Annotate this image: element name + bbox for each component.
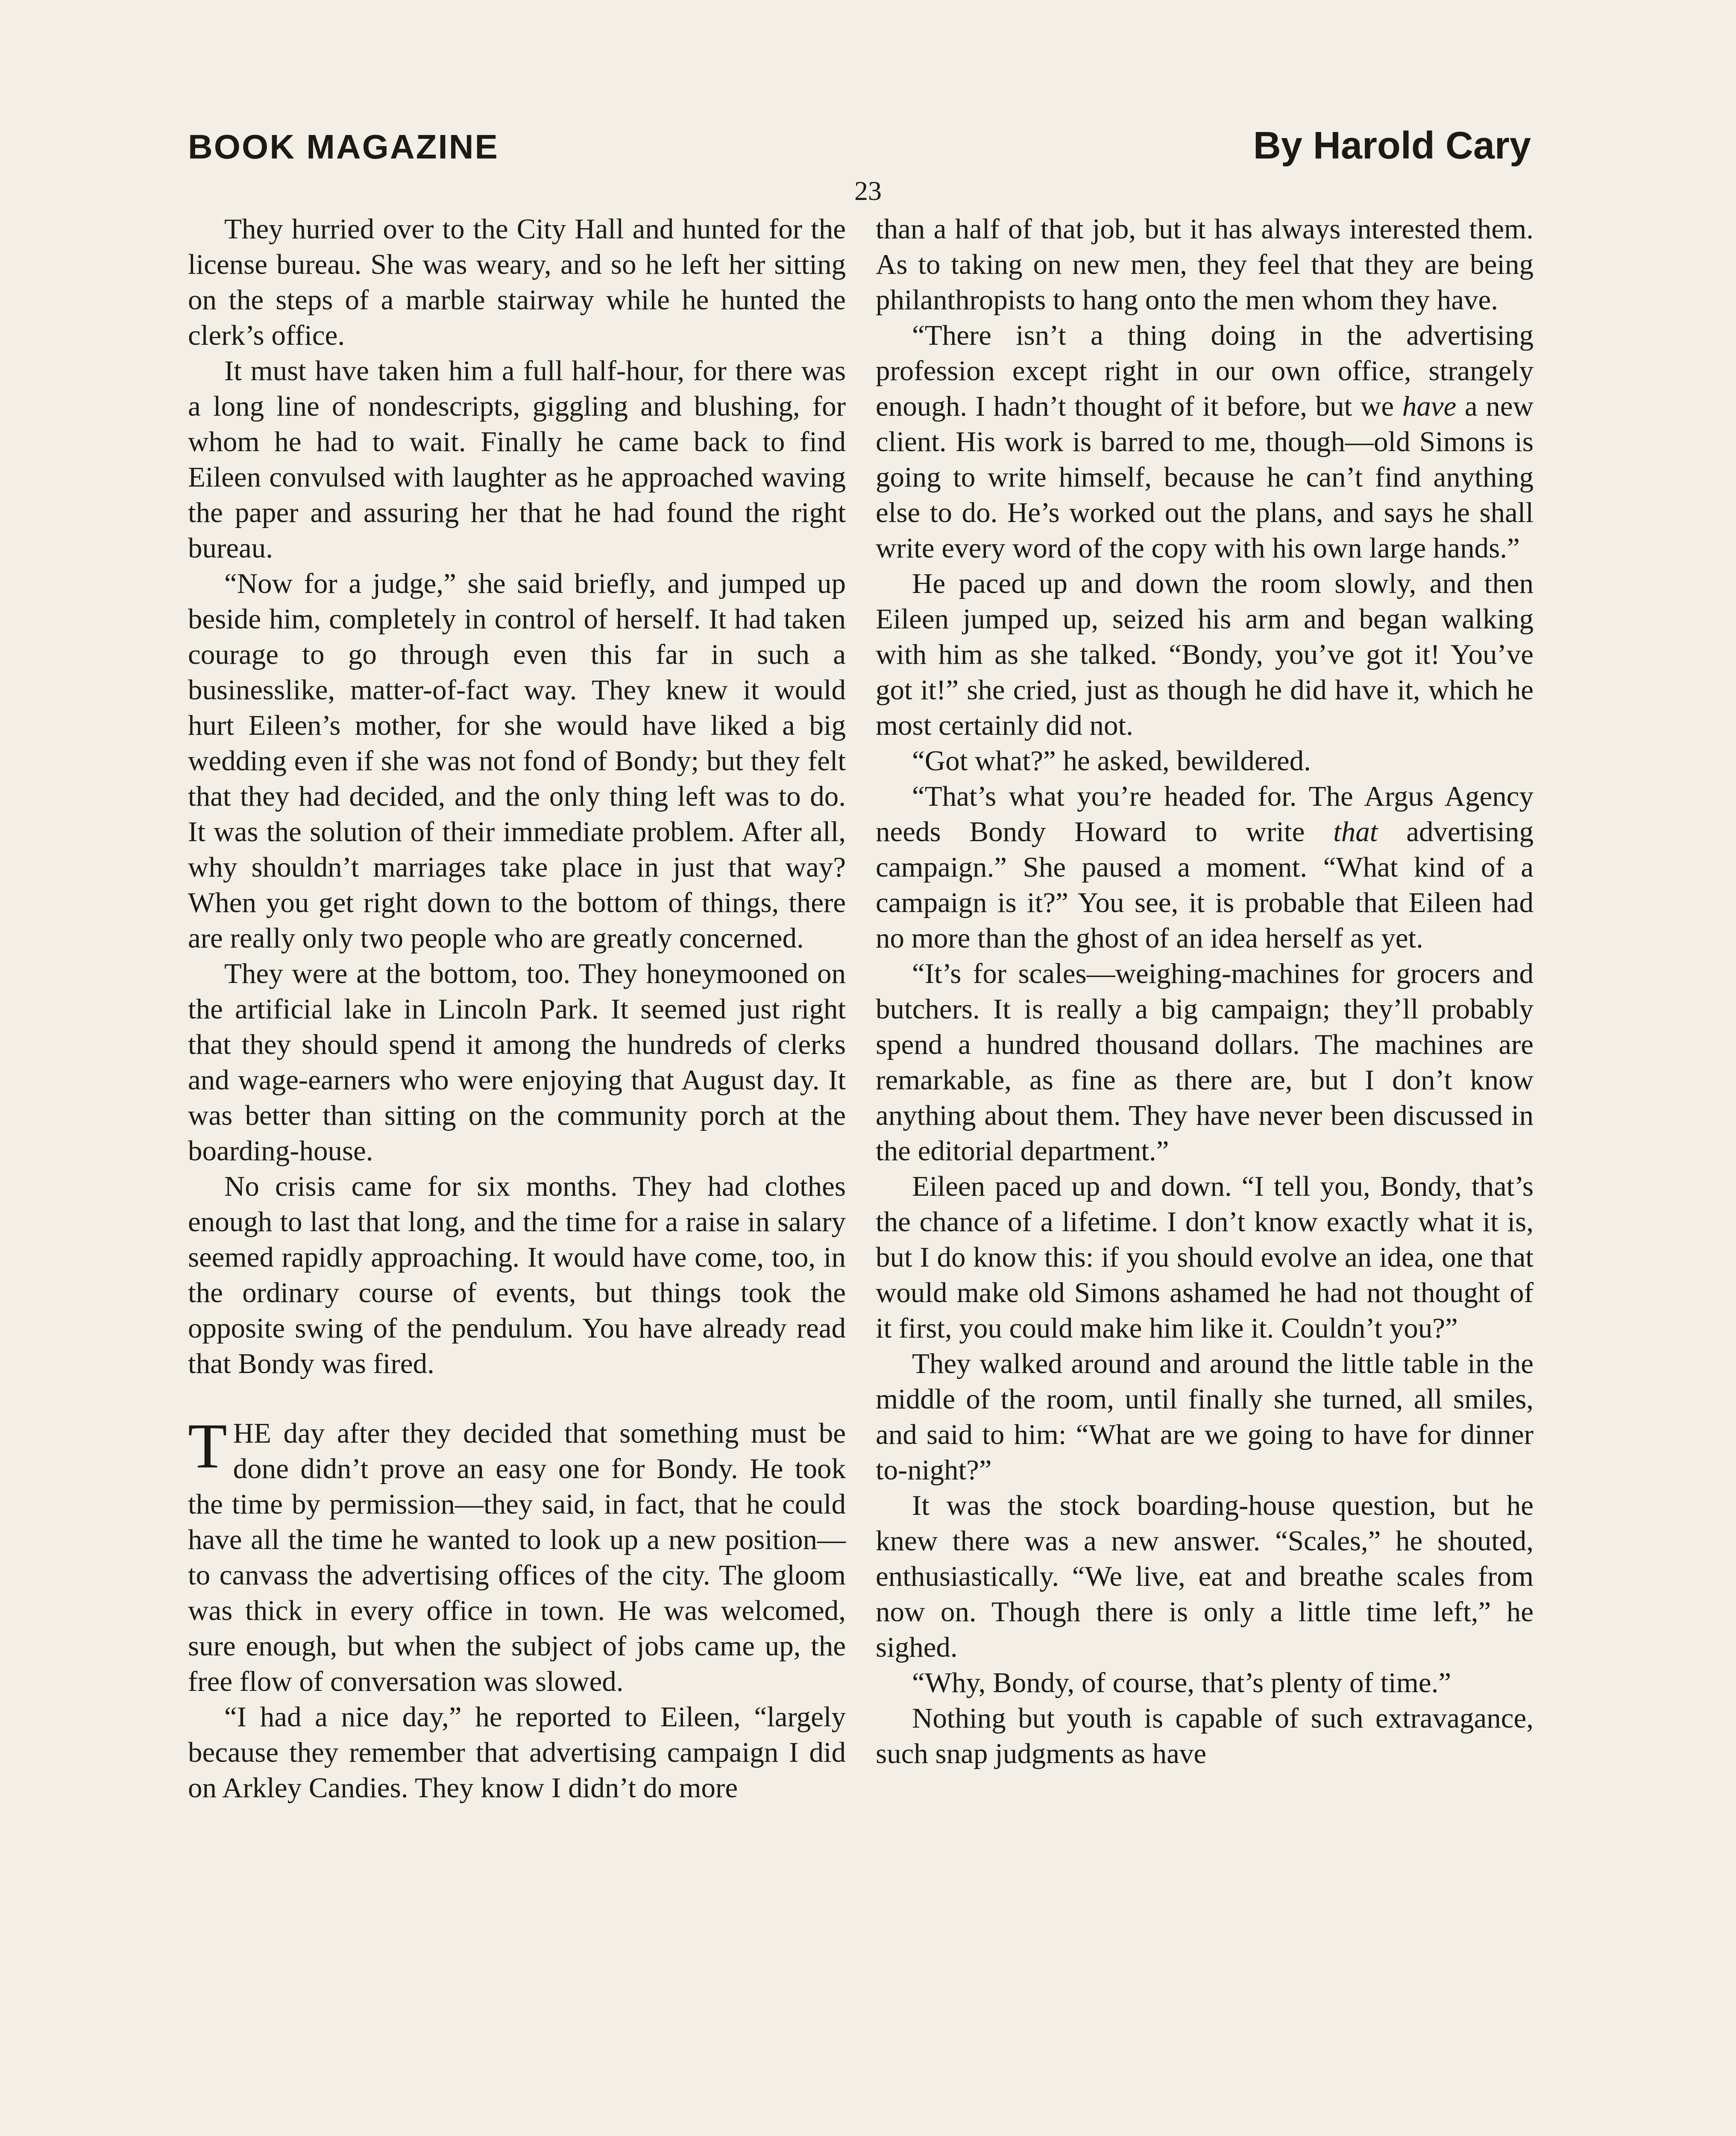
paragraph: Nothing but youth is capable of such extravagance, such snap judgments as have (876, 1702, 1534, 1769)
drop-cap: T (188, 1411, 227, 1482)
section-opening-paragraph (188, 1411, 846, 1699)
paragraph: “It’s for scales—weighing-machines for grocers and butchers. It is really a big campaign; they’ll probably spend a hundred thousand dollars. The machines are remarkable, as fine as there are, but I don’t know anything about them. They have never been discussed in the editorial department.” (876, 958, 1534, 1167)
paragraph: They walked around and around the little table in the middle of the room, until finally she turned, all smiles, and said to him: “What are we going to have for dinner to-night?” (876, 1348, 1534, 1486)
paragraph: They were at the bottom, too. They honeymooned on the artificial lake in Lincoln Park. It seemed just right that they should spend it among the hundreds of clerks and wage-earners who were enjoying that August day. It was better than sitting on the community porch at the boarding-house. (188, 958, 846, 1167)
italic-word: that (1333, 816, 1378, 848)
paragraph: They hurried over to the City Hall and hunted for the license bureau. She was weary, and so he left her sitting on the steps of a marble stairway while he hunted the clerk’s office. (188, 213, 846, 351)
paragraph: “I had a nice day,” he reported to Eileen, “largely because they remember that advertising campaign I did on Arkley Candies. They know I didn’t do more (188, 1701, 846, 1804)
page-number: 23 (854, 176, 882, 206)
text-run: a new client. His work is barred to me, though—old Simons is going to write himself, because he can’t find anything else to do. He’s worked out the plans, and says he shall write every word of the copy with his own large hands.” (876, 390, 1534, 564)
paragraph: “Now for a judge,” she said briefly, and jumped up beside him, completely in control of herself. It had taken courage to go through even this far in such a businesslike, matter-of-fact way. They knew it would hurt Eileen’s mother, for she would have liked a big wedding even if she was not fond of Bondy; but they felt that they had decided, and the only thing left was to do. It was the solution of their immediate problem. After all, why shouldn’t marriages take place in just that way? When you get right down to the bottom of things, there are really only two people who are greatly concerned. (188, 568, 846, 954)
text-run: advertising campaign.” She paused a moment. “What kind of a campaign is it?” You see, it is probable that Eileen had no more than the ghost of an idea herself as yet. (876, 816, 1534, 954)
text-columns (188, 211, 1534, 2136)
author-byline: By Harold Cary (1253, 124, 1531, 167)
section-opening-text: HE day after they decided that something must be done didn’t prove an easy one for Bondy. He took the time by permission—they said, in fact, that he could have all the time he wanted to look up a new position—to canvass the advertising offices of the city. The gloom was thick in every office in town. He was welcomed, sure enough, but when the subject of jobs came up, the free flow of conversation was slowed. (188, 1417, 846, 1697)
paragraph (876, 779, 1534, 956)
paragraph: “Got what?” he asked, bewildered. (912, 745, 1311, 777)
continued-paragraph: than a half of that job, but it has always interested them. As to taking on new men, they feel that they are being philanthropists to hang onto the men whom they have. (876, 213, 1534, 316)
italic-word: have (1402, 390, 1457, 422)
paragraph: It was the stock boarding-house question, but he knew there was a new answer. “Scales,” he shouted, enthusiastically. “We live, eat and breathe scales from now on. Though there is only a little time left,” he sighed. (876, 1490, 1534, 1663)
paragraph: “Why, Bondy, of course, that’s plenty of time.” (912, 1667, 1452, 1699)
magazine-title: BOOK MAGAZINE (188, 128, 499, 166)
paragraph: It must have taken him a full half-hour, for there was a long line of nondescripts, giggling and blushing, for whom he had to wait. Finally he came back to find Eileen convulsed with laughter as he approached waving the paper and assuring her that he had found the right bureau. (188, 355, 846, 564)
paragraph: He paced up and down the room slowly, and then Eileen jumped up, seized his arm and began walking with him as she talked. “Bondy, you’ve got it! You’ve got it!” she cried, just as though he did have it, which he most certainly did not. (876, 568, 1534, 741)
right-column (876, 211, 1534, 2136)
paragraph: No crisis came for six months. They had clothes enough to last that long, and the time for a raise in salary seemed rapidly approaching. It would have come, too, in the ordinary course of events, but things took the opposite swing of the pendulum. You have already read that Bondy was fired. (188, 1171, 846, 1379)
left-column (188, 211, 846, 2136)
text-run: “There isn’t a thing doing in the advertising profession except right in our own office, strangely enough. I hadn’t thought of it before, but we (876, 320, 1534, 422)
paragraph (876, 318, 1534, 566)
running-head (188, 124, 1531, 168)
text-run: “That’s what you’re headed for. The Argus Agency needs Bondy Howard to write (876, 780, 1534, 848)
paragraph: Eileen paced up and down. “I tell you, Bondy, that’s the chance of a lifetime. I don’t know exactly what it is, but I do know this: if you should evolve an idea, one that would make old Simons ashamed he had not thought of it first, you could make him like it. Couldn’t you?” (876, 1171, 1534, 1344)
